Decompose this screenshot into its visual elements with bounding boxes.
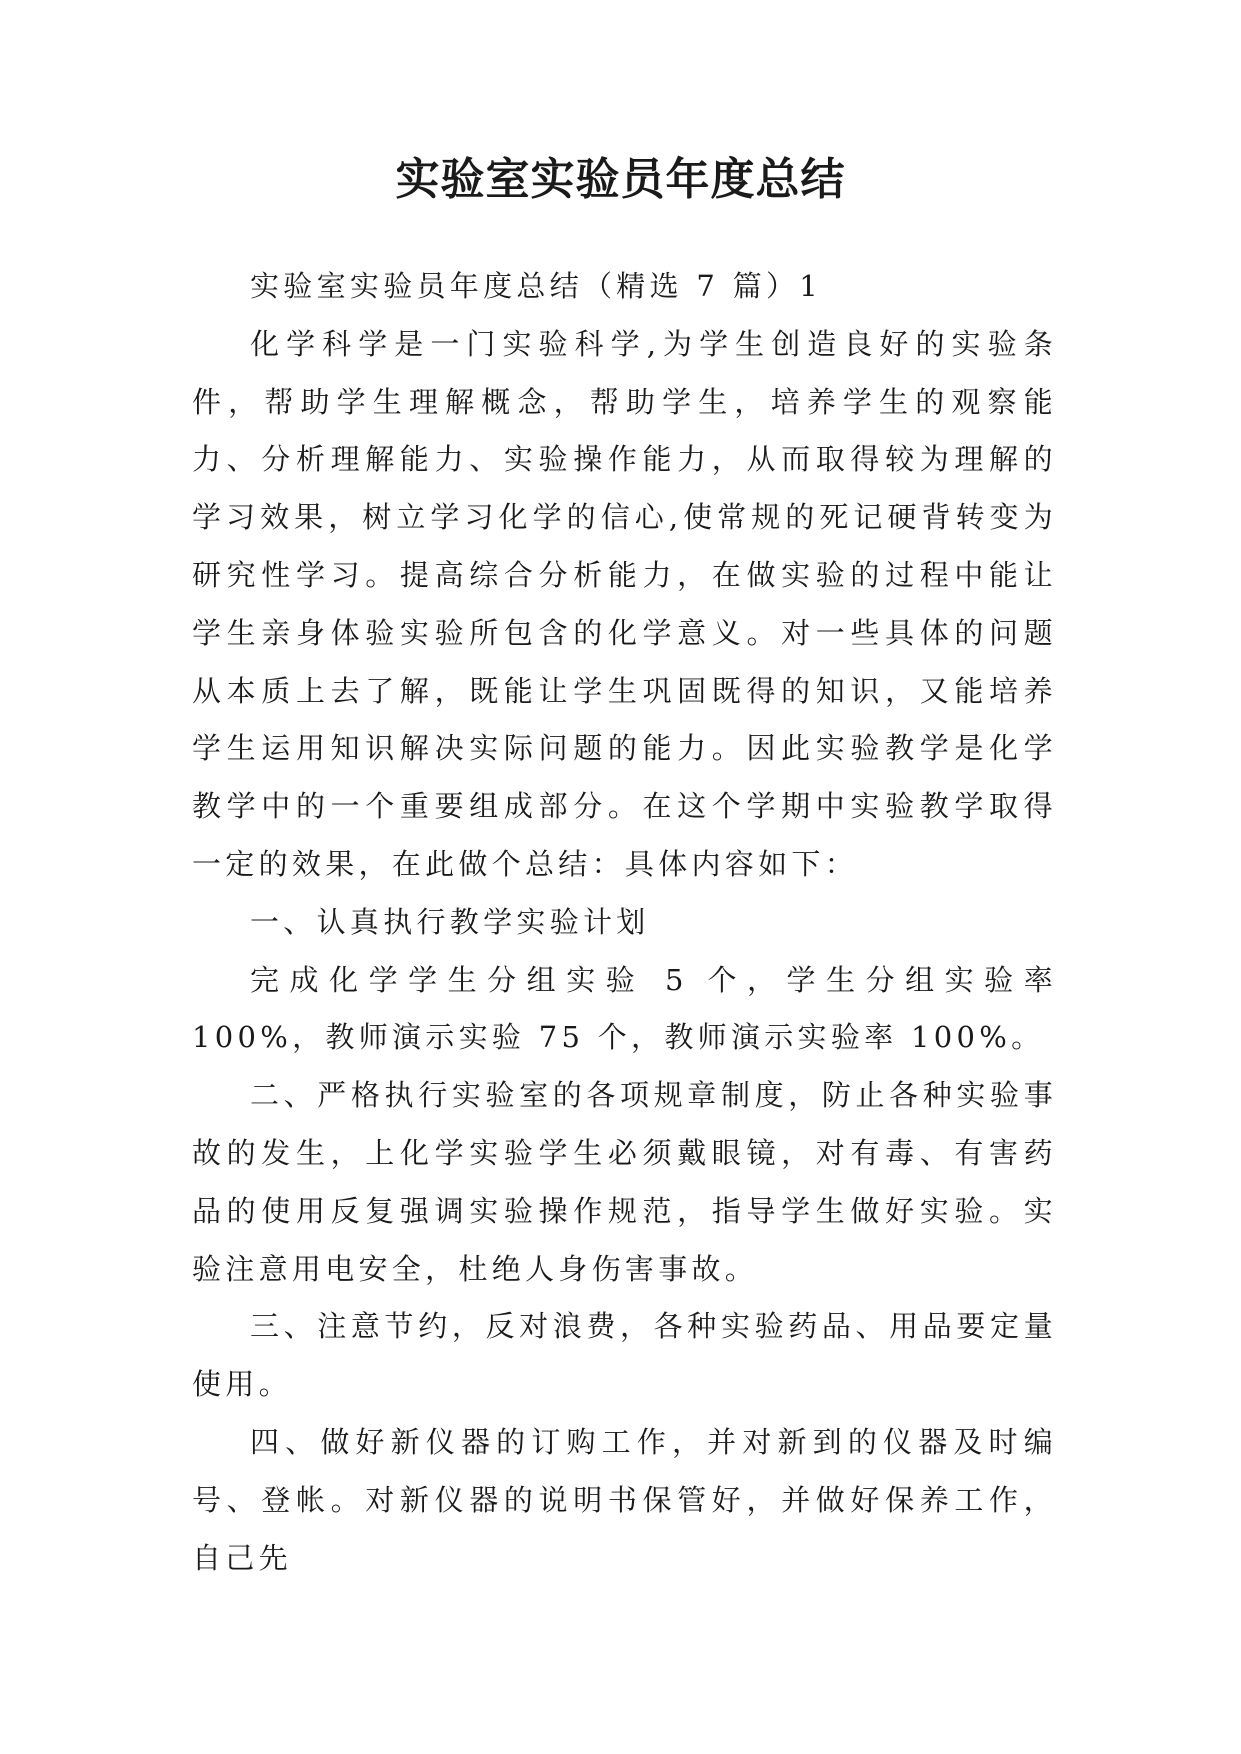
document-title: 实验室实验员年度总结 — [395, 154, 846, 205]
section-heading-1: 一、认真执行教学实验计划 — [250, 904, 650, 939]
section-paragraph-2: 二、严格执行实验室的各项规章制度，防止各种实验事故的发生，上化学实验学生必须戴眼镜，对有毒、有害药品的使用反复强调实验操作规范，指导学生做好实验。实验注意用电安全，杜绝人身伤害事故。 — [192, 1078, 1057, 1286]
section-paragraph-1: 完成化学学生分组实验 5 个，学生分组实验率 100%，教师演示实验 75 个，教师演示实验率 100%。 — [192, 962, 1057, 1055]
intro-paragraph: 化学科学是一门实验科学,为学生创造良好的实验条件，帮助学生理解概念，帮助学生，培养学生的观察能力、分析理解能力、实验操作能力，从而取得较为理解的学习效果，树立学习化学的信心,使常规的死记硬背转变为研究性学习。提高综合分析能力，在做实验的过程中能让学生亲身体验实验所包含的化学意义。对一些具体的问题从本质上去了解，既能让学生巩固既得的知识，又能培养学生运用知识解决实际问题的能力。因此实验教学是化学教学中的一个重要组成部分。在这个学期中实验教学取得一定的效果，在此做个总结：具体内容如下： — [192, 326, 1057, 881]
subtitle-paragraph: 实验室实验员年度总结（精选 7 篇）1 — [250, 269, 823, 303]
document-body — [192, 258, 1057, 1587]
section-paragraph-3: 三、注意节约，反对浪费，各种实验药品、用品要定量使用。 — [192, 1309, 1057, 1402]
section-paragraph-4: 四、做好新仪器的订购工作，并对新到的仪器及时编号、登帐。对新仪器的说明书保管好，并做好保养工作，自己先 — [192, 1424, 1057, 1575]
